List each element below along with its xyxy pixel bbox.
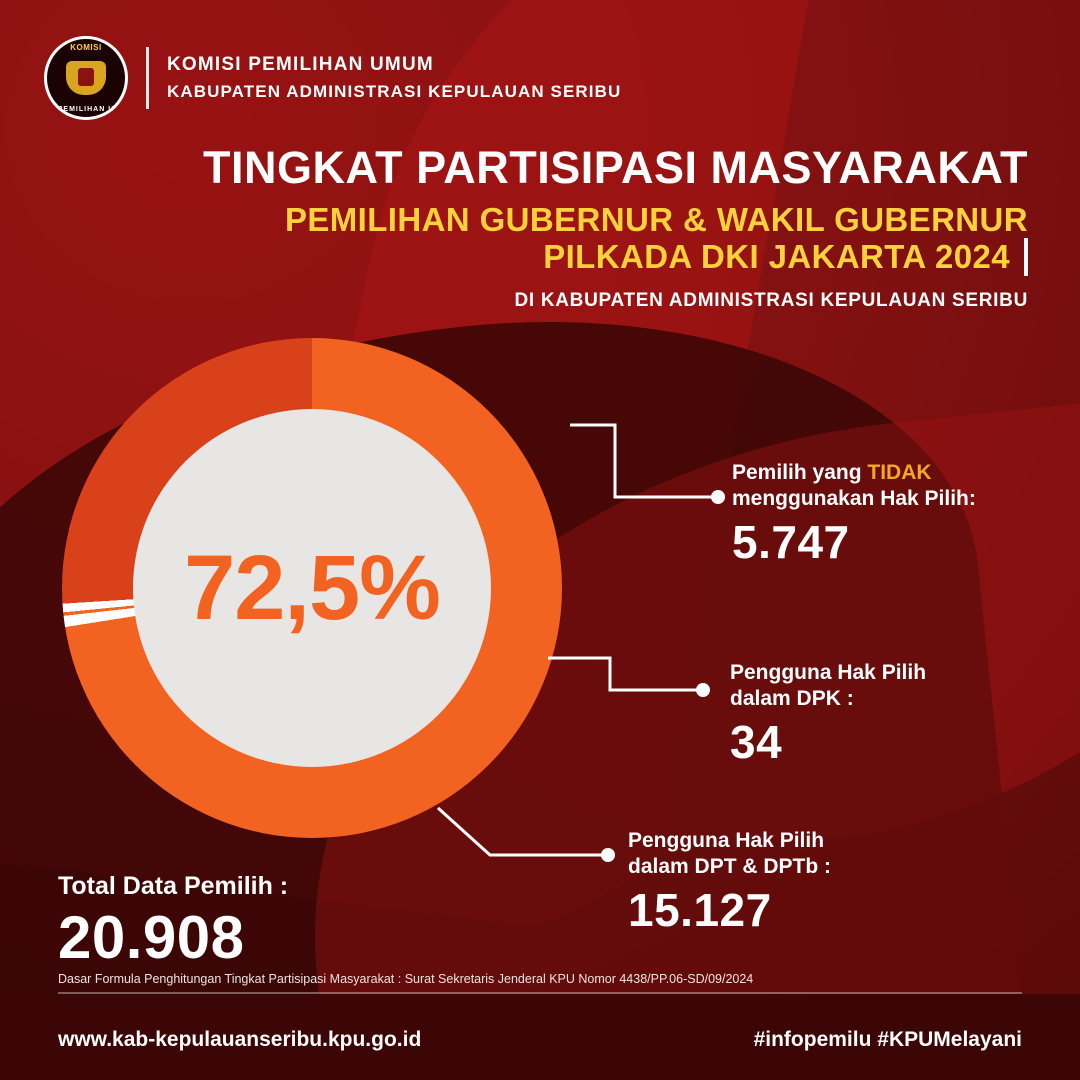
logo-ring	[44, 36, 128, 120]
callout-dpk-label	[730, 660, 926, 713]
org-line-2: KABUPATEN ADMINISTRASI KEPULAUAN SERIBU	[167, 82, 622, 101]
organization-name	[167, 54, 621, 102]
header	[44, 36, 621, 120]
participation-donut-chart	[62, 338, 562, 838]
callout-nonvoters-label	[732, 460, 976, 513]
donut-center	[133, 409, 491, 767]
logo-arc-text: PEMILIHAN U	[57, 106, 115, 113]
footnote-text: Dasar Formula Penghitungan Tingkat Partisipasi Masyarakat : Surat Sekretaris Jenderal KPU Nomor 4438/PP.06-SD/09/2024	[58, 972, 754, 986]
callout-dpt-dptb	[628, 828, 831, 937]
callout-nonvoters-label-pre: Pemilih yang	[732, 461, 868, 484]
page-title: TINGKAT PARTISIPASI MASYARAKAT	[202, 142, 1028, 193]
logo-top-text: KOMISI	[70, 43, 102, 52]
callout-dpt-dptb-label-pre: Pengguna Hak Pilih	[628, 829, 825, 852]
leader-line-1	[560, 415, 740, 525]
callout-dpk-label-pre: Pengguna Hak Pilih	[730, 661, 927, 684]
title-subtitle-1: PEMILIHAN GUBERNUR & WAKIL GUBERNUR	[284, 200, 1028, 238]
callout-dpk-label-post: dalam DPK :	[730, 687, 854, 711]
callout-dpt-dptb-value: 15.127	[628, 883, 772, 936]
total-voters-value: 20.908	[58, 904, 245, 971]
callout-dpt-dptb-label-post: dalam DPT & DPTb :	[628, 855, 832, 879]
callout-nonvoters-label-highlight: TIDAK	[867, 461, 932, 484]
total-voters-label: Total Data Pemilih :	[58, 872, 289, 900]
logo-crest-icon	[66, 61, 106, 95]
leader-line-3	[430, 800, 630, 880]
title-subtitle-2: PILKADA DKI JAKARTA 2024	[203, 238, 1028, 276]
callout-nonvoters-value: 5.747	[732, 515, 850, 568]
kpu-logo-icon	[44, 36, 128, 120]
callout-dpt-dptb-label	[628, 828, 831, 881]
callout-dpk-value: 34	[730, 715, 783, 768]
leader-line-2	[540, 650, 730, 720]
org-line-1: KOMISI PEMILIHAN UMUM	[167, 54, 434, 75]
callout-dpk	[730, 660, 926, 769]
callout-nonvoters	[732, 460, 976, 569]
footer-divider	[58, 992, 1022, 994]
total-voters-block	[58, 872, 288, 972]
title-subtitle-3: DI KABUPATEN ADMINISTRASI KEPULAUAN SERIBU	[514, 289, 1028, 311]
title-block	[203, 144, 1028, 312]
callout-nonvoters-label-post: menggunakan Hak Pilih:	[732, 487, 976, 511]
header-divider	[146, 47, 149, 109]
donut-percentage-value: 72,5%	[184, 536, 440, 639]
footer-website-url[interactable]: www.kab-kepulauanseribu.kpu.go.id	[58, 1028, 422, 1051]
footer-hashtags: #infopemilu #KPUMelayani	[753, 1028, 1022, 1051]
